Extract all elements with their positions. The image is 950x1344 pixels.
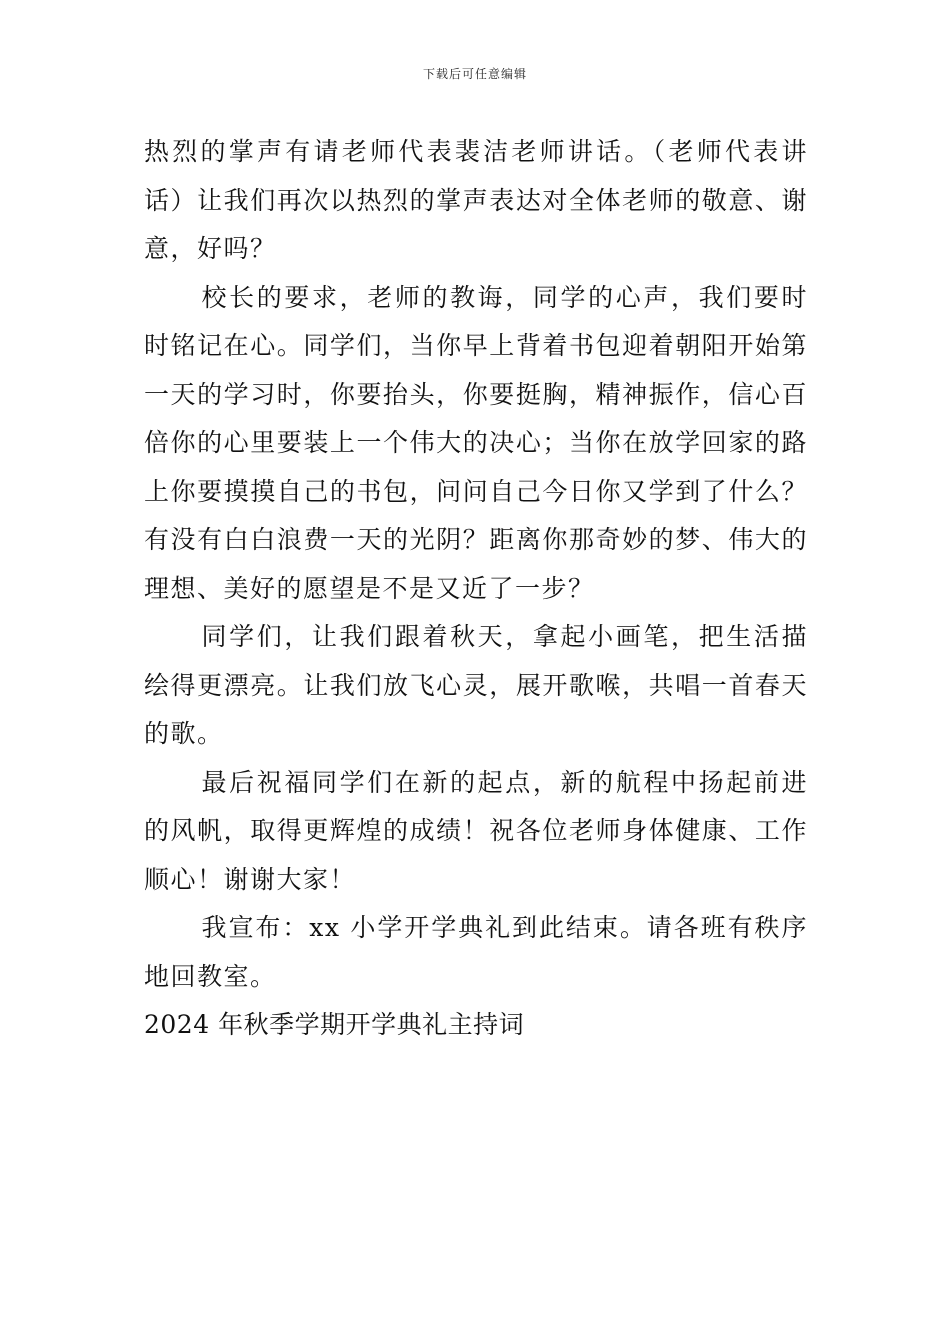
paragraph-autumn: 同学们，让我们跟着秋天，拿起小画笔，把生活描绘得更漂亮。让我们放飞心灵，展开歌喉，共唱一首春天的歌。 xyxy=(144,622,808,748)
paragraph-blessing: 最后祝福同学们在新的起点，新的航程中扬起前进的风帆，取得更辉煌的成绩！祝各位老师身体健康、工作顺心！谢谢大家！ xyxy=(144,767,808,894)
paragraph-speech-intro: 热烈的掌声有请老师代表裴洁老师讲话。（老师代表讲话）让我们再次以热烈的掌声表达对全体老师的敬意、谢意，好吗？ xyxy=(144,137,808,263)
page-header: 下载后可任意编辑 xyxy=(422,67,527,81)
next-document-title: 2024 年秋季学期开学典礼主持词 xyxy=(144,1010,525,1039)
paragraph-closing: 我宣布：xx 小学开学典礼到此结束。请各班有秩序地回教室。 xyxy=(144,913,808,991)
paragraph-motivation: 校长的要求，老师的教诲，同学的心声，我们要时时铭记在心。同学们，当你早上背着书包迎着朝阳开始第一天的学习时，你要抬头，你要挺胸，精神振作，信心百倍你的心里要装上一个伟大的决心；当你在放学回家的路上你要摸摸自己的书包，问问自己今日你又学到了什么？有没有白白浪费一天的光阴？距离你那奇妙的梦、伟大的理想、美好的愿望是不是又近了一步？ xyxy=(144,282,808,603)
document-body xyxy=(144,128,808,1050)
